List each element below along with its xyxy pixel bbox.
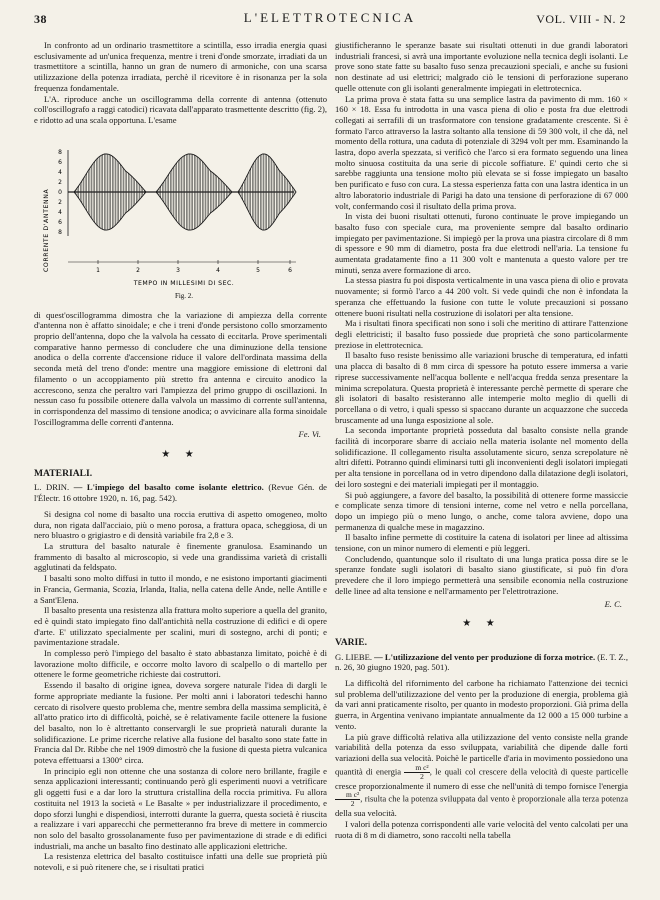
formula-text-c: risulta che la potenza sviluppata dal vento è proporzionale alla terza potenza della sua velocità. <box>335 793 629 819</box>
paragraph: In confronto ad un ordinario trasmettitore a scintilla, esso irradia energia quasi esclusivamente ad un'unica frequenza, mentre i treni d'onde smorzate, irradiati da un trasmettitore a scintilla, hanno un gran de numero di armoniche, con una scarsa utilizzazione della potenza irradiata, perchè il ricevitore è in risonanza per la sola frequenza fondamentale. <box>34 40 327 93</box>
kinetic-energy-formula: $\frac{\text{m c²}}{2}$ <box>404 764 429 781</box>
article-reference <box>34 482 327 503</box>
x-axis-label: TEMPO IN MILLESIMI DI SEC. <box>133 279 235 287</box>
paragraph: In complesso però l'impiego del basalto è stato abbastanza limitato, poichè è di lavorazione molto difficile, e occorre molto lavoro di scalpello o di martello per ottenere le forme geometriche richieste dai costruttori. <box>34 648 327 680</box>
section-heading: VARIE. <box>335 636 368 648</box>
paragraph: La struttura del basalto naturale è finemente granulosa. Esaminando un frammento di basalto al microscopio, si vede una grandissima varietà di cristalli agglutinati da feldspato. <box>34 540 327 573</box>
paragraph: Il basalto infine permette di costituire la catena di isolatori per linee ad altissima tensione, con un minor numero di elementi e più leggeri. <box>335 532 628 554</box>
left-column <box>34 40 327 873</box>
ref-source: (E. T. Z., n. 26, 30 giugno 1920, pag. 501). <box>335 651 628 673</box>
section-heading: MATERIALI. <box>34 467 93 479</box>
running-header <box>34 10 626 28</box>
paragraph: Concludendo, quantunque solo il risultato di una lunga pratica possa dire se le speranze fondate sugli isolatori di basalto siano giustificate, si può fin d'ora prevedere che il loro impiego permetterà una sensibile economia nella costruzione delle linee ad alta tensione e nell'armamento per l'elettrotrazione. <box>335 553 628 596</box>
x-tick-label: 6 <box>288 266 292 274</box>
ref-title: — L'utilizzazione del vento per produzione di forza motrice. <box>374 651 596 662</box>
oscillogram-svg <box>34 132 327 304</box>
x-tick-label: 2 <box>136 266 140 274</box>
section-separator: ★ ★ <box>161 449 200 461</box>
y-tick-label: 0 <box>58 188 62 196</box>
ref-author: G. LIEBE. <box>335 651 372 662</box>
paragraph: La prima prova è stata fatta su una semplice lastra da pavimento di mm. 160 × 160 × 18. Essa fu introdotta in una vasca piena di olio e posta fra due elettrodi collegati ai serrafili di un trasformatore con tensione gradatamente crescente. Si è formato l'arco attraverso la lastra soltanto alla tensione di 59 300 volt, il che dà, nel momento della rottura, una caduta di potenziale di 3294 volt per mm. Esaminando la lastra, dopo averla spezzata, si verificò che l'arco si era formato seguendo una linea molto sinuosa costituita da una serie di piccole soffiature. E' quindi certo che si sarebbe raggiunta una tensione molto più elevata se si fosse impiegato un basalto ben purificato e fuso con cura. La stessa esperienza fatta con una lastra identica in un altro laboratorio industriale di Parigi ha dato una tensione di perforazione di 67 000 volt, confermando così il risultato della prima prova. <box>335 93 628 211</box>
paragraph: Si designa col nome di basalto una roccia eruttiva di aspetto omogeneo, molto dura, non rigata dall'acciaio, più o meno porosa, a frattura opaca, scheggiosa, di un nero bluastro o grigiastro e di densità variabile fra 2,8 e 3. <box>34 508 327 541</box>
paragraph: Ma i risultati finora specificati non sono i soli che meritino di attirare l'attenzione degli elettricisti; il basalto fuso possiede due proprietà che sono particolarmente preziose in elettrotecnica. <box>335 318 628 350</box>
ref-author: L. DRIN. <box>34 482 70 493</box>
ref-source: (Revue Gén. de l'Électr. 16 ottobre 1920, n. 16, pag. 542). <box>34 482 327 504</box>
y-tick-label: 4 <box>58 168 62 176</box>
y-tick-label: 4 <box>58 208 62 216</box>
x-tick-label: 4 <box>216 266 220 274</box>
paragraph: In principio egli non ottenne che una sostanza di colore nero brillante, fragile e senza applicazioni interessanti; continuando però gli esperimenti nuovi a vetrificare gli oggetti fusi e a dar loro la struttura cristallina della roccia primitiva. Fu allora costituita nel 1913 la società « Le Basalte » per industrializzare il procedimento, e dopo sforzi lunghi e dispendiosi, interrotti durante la guerra, questa società è riuscita a realizzare i vari apparecchi che permetteranno fra breve di mettere in commercio non solo del basalto grossolanamente fuso per pavimentazione di strade e di edifici industriali, ma anche un basalto fino destinato alle applicazioni elettriche. <box>34 765 327 851</box>
y-tick-labels <box>58 149 62 236</box>
oscillogram-figure <box>34 132 327 304</box>
paragraph: La difficoltà del rifornimento del carbone ha richiamato l'attenzione dei tecnici sul problema dell'utilizzazione del vento per la produzione di energia, problema già da vari anni praticamente risolto, per quanto in modesto proporzioni. Già prima della guerra, in Argentina venivano impiantate annualmente da 12 000 a 15 000 turbine a vento. <box>335 678 628 731</box>
paragraph: In vista dei buoni risultati ottenuti, furono continuate le prove impiegando un basalto fuso con speciale cura, ma proveniente sempre dal basalto ordinario impiegato per pavimentazione. Si impiegò per la prova una piastra circolare di 8 mm di spessore e 90 mm di diametro, posta fra due elettrodi nell'aria. La tensione fu aumentata gradatamente fino a 11 300 volt e mantenuta a questo valore per tre minuti, senza avere formazione di arco. <box>335 211 628 275</box>
y-tick-label: 8 <box>58 148 62 156</box>
formula-text-b: le quali col crescere della velocità di queste particelle cresce proporzionalmente il numero di esse che nell'unità di tempo fornisce l'energia <box>335 766 629 791</box>
paragraph: giustificheranno le speranze basate sui risultati ottenuti in due grandi laboratori industriali francesi, si avrà una importante evoluzione nella tecnica degli isolanti. Le prove sono state fatte su basalto fuso senza precauzioni speciali, e anche su fusioni non destinate ad usi elettrici; malgrado ciò le tensioni di perforazione superano quelle ottenute con gli isolanti generalmente impiegati in elettrotecnica. <box>335 40 628 93</box>
page-number: 38 <box>34 12 47 26</box>
formula-text-a: La più grave difficoltà relativa alla utilizzazione del vento consiste nella grande variabilità della potenza da esso sviluppata, variabilità che dipende dalle forti variazioni della sua velocità. Poichè le particelle d'aria in movimento possiedono una quantità di energia <box>335 731 628 777</box>
paragraph: La resistenza elettrica del basalto costituisce infatti una delle sue proprietà più notevoli, e si può ritenere che, se i risultati pratici <box>34 851 327 873</box>
x-tick-label: 5 <box>256 266 260 274</box>
paragraph: La stessa piastra fu poi disposta verticalmente in una vasca piena di olio e provata nuovamente; si formò l'arco a 44 200 volt. Si vede quindi che non è infondata la speranza che effettuando la fusione con tutte le volute precauzioni si possano ottenere buoni risultati nella costruzione di isolatori per alta tensione. <box>335 275 628 318</box>
paragraph: I basalti sono molto diffusi in tutto il mondo, e ne esistono importanti giacimenti in Francia, Germania, Scozia, Irlanda, Italia, nella catena delle Ande, nelle Antille e a Sant'Elena. <box>34 573 327 605</box>
signature: E. C. <box>604 598 622 609</box>
y-tick-label: 6 <box>58 218 62 226</box>
y-tick-label: 6 <box>58 158 62 166</box>
volume-number: VOL. VIII - N. 2 <box>536 12 626 26</box>
paragraph: Il basalto fuso resiste benissimo alle variazioni brusche di temperatura, ed infatti una placca di basalto di 8 mm circa di spessore ha potuto essere immersa a varie riprese successivamente nell'acqua bollente e nell'acqua fredda senza presentare la minima screpolatura. Questa proprietà è interessante perchè permette di sperare che gli isolatori di basalto resisteranno alle intemperie molto meglio di quelli di porcellana o di vetro, i quali spesso si spaccano durante un acquazzone che succeda bruscamente ad una lunga esposizione al sole. <box>335 350 628 425</box>
x-tick-label: 3 <box>176 266 180 274</box>
kinetic-energy-formula: $\frac{\text{m c²}}{2}$ <box>335 791 360 808</box>
paragraph: La seconda importante proprietà posseduta dal basalto consiste nella grande facilità di incorporare sbarre di acciaio nella materia isolante nel momento della solidificazione. Il collegamento risulta assolutamente sicuro, senza screpolature nè altri difetti. Potranno quindi eliminarsi tutti gli inconvenienti degli isolatori impiegati per alta tensione in porcellana od in vetro dipendono dalla dilatazione degli isolatori, dei loro sostegni e dei materiali impiegati per il montaggio. <box>335 425 628 489</box>
paragraph: Essendo il basalto di origine ignea, doveva sorgere naturale l'idea di dargli le forme appropriate mediante la fusione. Per molti anni i laboratori tedeschi hanno cercato di risolvere questo problema che, mentre sembra della massima semplicità, è all'atto pratico irto di difficoltà, poichè, se è relativamente facile ottenere la fusione del basalto, non lo è altrettanto conservargli le sue proprietà naturali durante la solidificazione. Le prime ricerche relative alla fusione del basalto sono state fatte in Francia dal Dr. Ribbe che nel 1909 dimostrò che la fusione di questa pietra vulcanica poteva effettuarsi a 1300° circa. <box>34 680 327 766</box>
paragraph-after-figure: di quest'oscillogramma dimostra che la variazione di ampiezza della corrente d'antenna non è affatto sinoidale; e che i treni d'onde persistono collo smorzamento proprio dell'antenna, dopo che la valvola ha cessato di eccitarla. Prove sperimentali comparative hanno permesso di concludere che una diminuzione della tensione anodica o della corrente d'accensione riduce il valore dell'ordinata massima della seconda metà del treno d'onde: mentre una maggiore emissione di elettroni dal filamento o un accoppiamento più stretto fra antenna e circuito anodico la accrescono, senza che peraltro vari l'ampiezza del primo gruppo di oscillazioni. In nessun caso fu possibile ottenere dalla valvola un massimo di corrente sull'antenna, in corrispondenza del massimo di tensione anodica; o avvicinare alla forma sinoidale l'oscillogramma delle correnti d'antenna. <box>34 309 327 427</box>
right-column <box>335 40 628 841</box>
y-tick-label: 2 <box>58 198 62 206</box>
paragraph-with-formula: La più grave difficoltà relativa alla utilizzazione del vento consiste nella grande variabilità della potenza da esso sviluppata, variabilità che dipende dalle forti variazioni della sua velocità. Poichè le particelle d'aria in movimento possiedono una quantità di energia $\frac{\text{m c²}}{2}$ , le quali col crescere della velocità di queste particelle cresce proporzionalmente il numero di esse che nell'unità di tempo fornisce l'energia $\frac{\text{m c²}}{2}$ , risulta che la potenza sviluppata dal vento è proporzionale alla terza potenza della sua velocità. <box>335 731 629 819</box>
journal-title: L'ELETTROTECNICA <box>243 10 417 25</box>
ref-title: — L'impiego del basalto come isolante elettrico. <box>73 482 264 493</box>
y-tick-label: 8 <box>58 228 62 236</box>
article-reference <box>335 652 628 673</box>
paragraph-before-figure: L'A. riproduce anche un oscillogramma della corrente di antenna (ottenuto coll'oscillografo a raggi catodici) ricavata dall'apparato trasmettente descritto (fig. 2), e ridotto ad una scala opportuna. L'esame <box>34 93 328 125</box>
paragraph: Si può aggiungere, a favore del basalto, la possibilità di ottenere forme massiccie e complicate senza timore di tensioni interne, come nel vetro e nella porcellana, dopo un impiego più o meno lungo, o anche, come talora avviene, dopo una permanenza di qualche mese in magazzino. <box>335 489 628 532</box>
signature: Fe. Vi. <box>298 429 321 440</box>
section-separator: ★ ★ <box>462 618 501 630</box>
y-tick-label: 2 <box>58 178 62 186</box>
y-axis-label: CORRENTE D'ANTENNA <box>43 188 50 272</box>
figure-caption: Fig. 2. <box>174 291 194 300</box>
paragraph: Il basalto presenta una resistenza alla frattura molto superiore a quella del granito, ed è quindi stato impiegato fino dall'antichità nella costruzione di edifici e di opere d'arte. E' utilizzato specialmente per scalini, muri di sostegno, archi di ponti; e pavimentazione stradale. <box>34 605 327 648</box>
x-tick-label: 1 <box>96 266 100 274</box>
paragraph: I valori della potenza corrispondenti alle varie velocità del vento calcolati per una ruota di 8 m di diametro, sono raccolti nella tabella <box>335 819 628 840</box>
